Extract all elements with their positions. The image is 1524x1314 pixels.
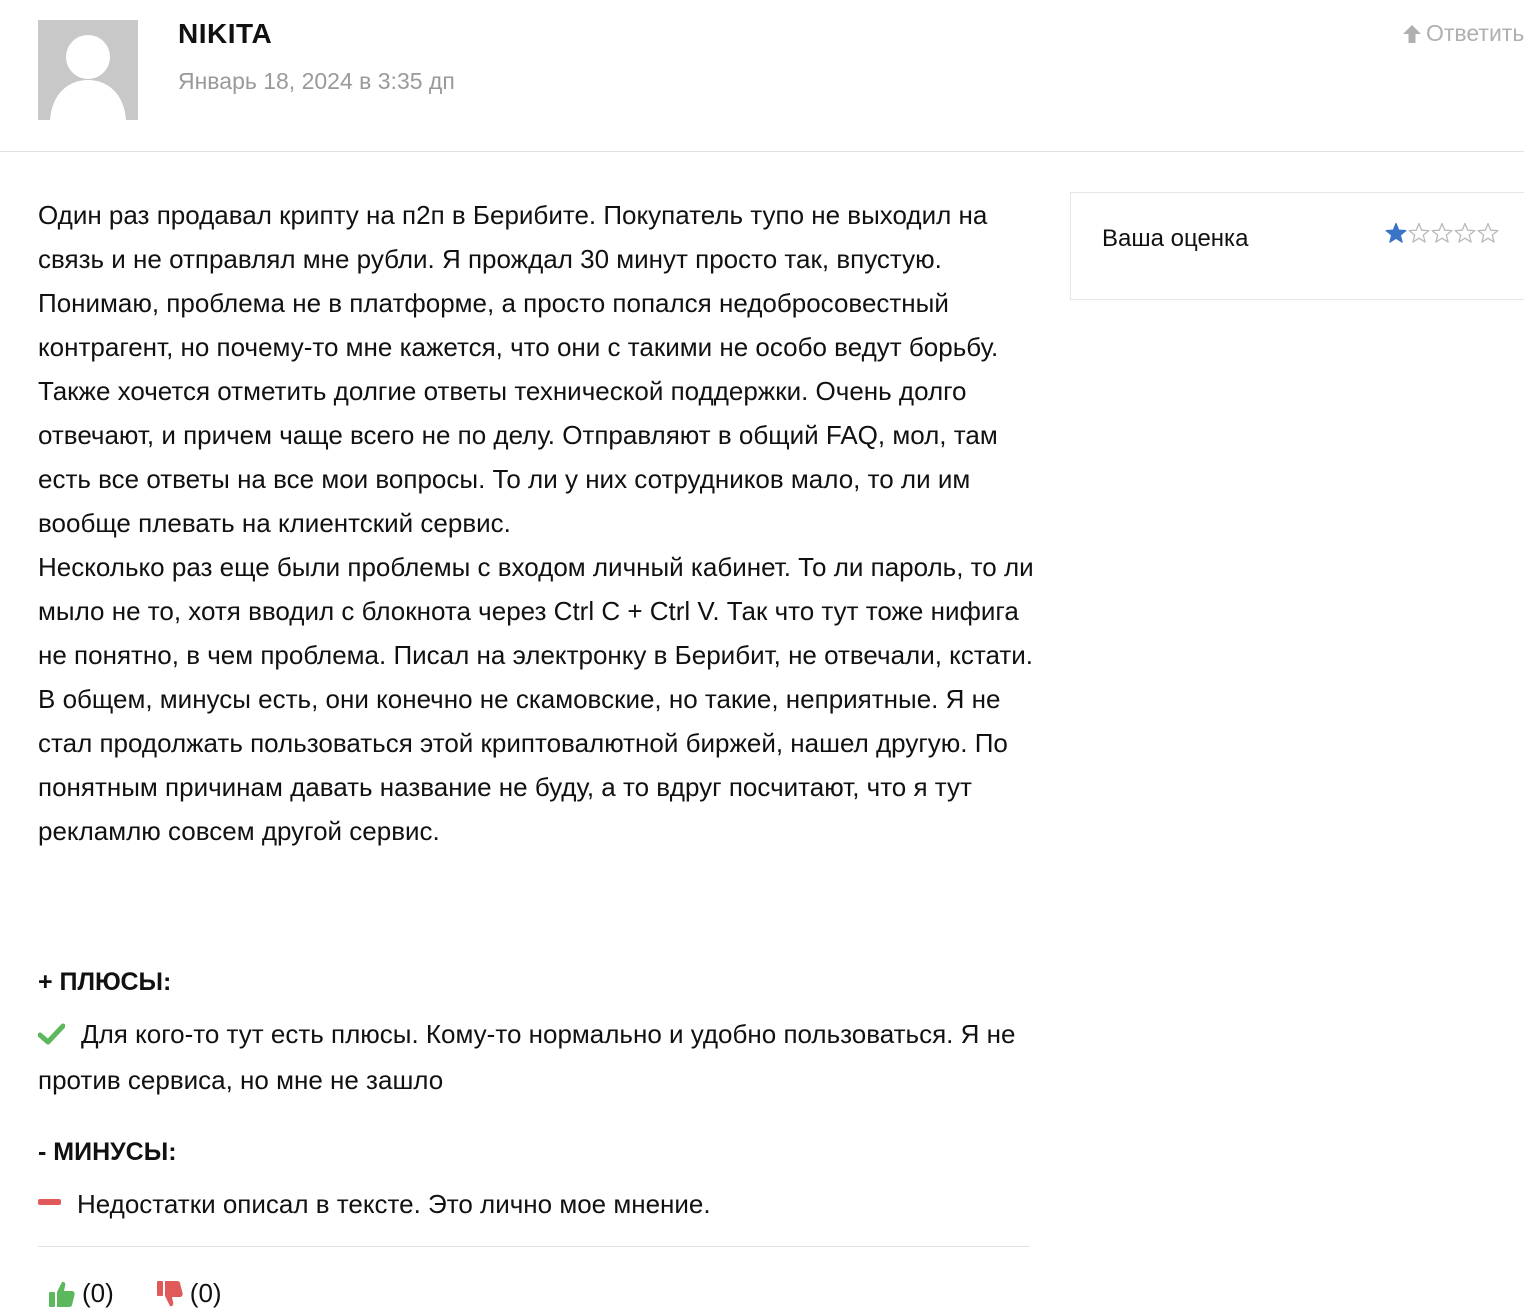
like-count: (0): [82, 1278, 114, 1308]
thumbs-up-icon: [48, 1280, 76, 1308]
vote-bar: [48, 1278, 222, 1309]
rating-stars[interactable]: [1385, 222, 1499, 244]
divider: [38, 1246, 1030, 1247]
star-icon[interactable]: [1454, 222, 1476, 244]
default-avatar-icon: [38, 20, 138, 120]
arrow-up-icon: [1402, 24, 1422, 44]
comment-paragraph: В общем, минусы есть, они конечно не скамовские, но такие, неприятные. Я не стал продолжать пользоваться этой криптовалютной биржей, нашел другую. По понятным причинам давать название не буду, а то вдруг посчитают, что я тут рекламлю совсем другой сервис.: [38, 684, 1008, 846]
check-icon: [38, 1014, 65, 1058]
comment-author: NIKITA: [178, 18, 273, 49]
thumbs-down-icon: [156, 1280, 184, 1308]
reply-label: Ответить: [1426, 20, 1524, 46]
cons-title: - МИНУСЫ:: [38, 1138, 177, 1166]
dislike-button[interactable]: [156, 1278, 222, 1309]
reply-button[interactable]: [1402, 20, 1524, 47]
star-icon[interactable]: [1431, 222, 1453, 244]
rating-box: [1070, 192, 1524, 300]
like-button[interactable]: [48, 1278, 114, 1309]
minus-icon: [38, 1199, 61, 1205]
avatar: [38, 20, 138, 120]
comment-paragraph: Также хочется отметить долгие ответы технической поддержки. Очень долго отвечают, и причем чаще всего не по делу. Отправляют в общий FAQ, мол, там есть все ответы на все мои вопросы. То ли у них сотрудников мало, то ли им вообще плевать на клиентский сервис.: [38, 376, 998, 538]
pros-text: Для кого-то тут есть плюсы. Кому-то нормально и удобно пользоваться. Я не против сервиса, но мне не зашло: [38, 1019, 1016, 1095]
pros-text-block: [38, 1012, 1038, 1102]
comment-header: [0, 0, 1524, 152]
pros-title: + ПЛЮСЫ:: [38, 968, 172, 996]
star-icon[interactable]: [1477, 222, 1499, 244]
comment-body: [38, 193, 1038, 853]
rating-label: Ваша оценка: [1102, 225, 1249, 252]
cons-text-block: [38, 1182, 1038, 1226]
comment-date: Январь 18, 2024 в 3:35 дп: [178, 68, 455, 94]
star-icon[interactable]: [1408, 222, 1430, 244]
cons-text: Недостатки описал в тексте. Это лично мое мнение.: [77, 1189, 711, 1219]
dislike-count: (0): [189, 1278, 222, 1308]
comment-paragraph: Один раз продавал крипту на п2п в Берибите. Покупатель тупо не выходил на связь и не отправлял мне рубли. Я прождал 30 минут просто так, впустую. Понимаю, проблема не в платформе, а просто попался недобросовестный контрагент, но почему-то мне кажется, что они с такими не особо ведут борьбу.: [38, 200, 999, 362]
comment-paragraph: Несколько раз еще были проблемы с входом личный кабинет. То ли пароль, то ли мыло не то, хотя вводил с блокнота через Ctrl C + Ctrl V. Так что тут тоже нифига не понятно, в чем проблема. Писал на электронку в Берибит, не отвечали, кстати.: [38, 552, 1034, 670]
star-icon[interactable]: [1385, 222, 1407, 244]
